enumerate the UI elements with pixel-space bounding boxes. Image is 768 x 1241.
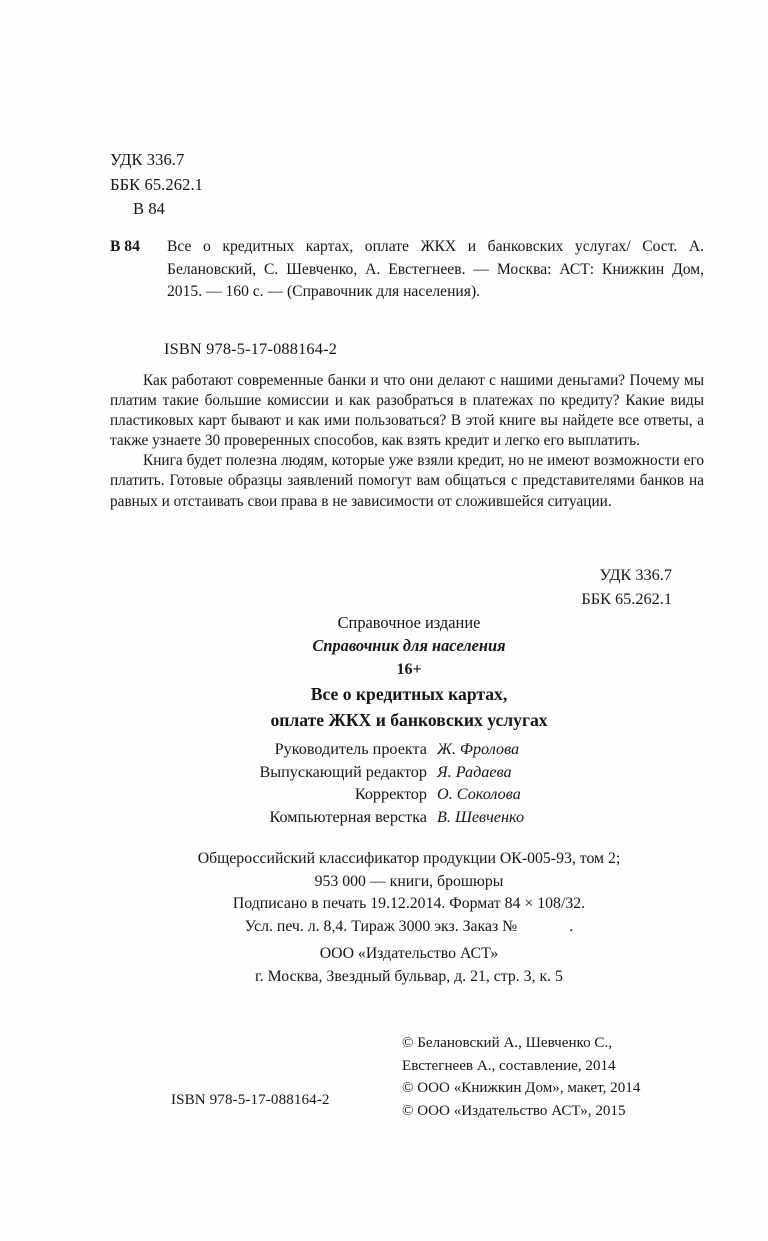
credit-row: [64, 738, 754, 761]
bbk-code: ББК 65.262.1: [110, 174, 204, 194]
isbn-bottom: ISBN 978-5-17-088164-2: [171, 1092, 330, 1108]
print-run-terminator: .: [569, 917, 574, 935]
publisher-block: [64, 943, 754, 988]
author-sign-code: В 84: [133, 199, 166, 218]
publisher-address: г. Москва, Звездный бульвар, д. 21, стр. 3, к. 5: [255, 967, 563, 985]
biblio-sigla: В 84: [110, 238, 140, 255]
credit-row: [64, 783, 754, 806]
product-classifier-line-2: 953 000 — книги, брошюры: [314, 872, 504, 890]
product-classifier-line-1: Общероссийский классификатор продукции ОК-005-93, том 2;: [197, 850, 621, 867]
print-run-line: [64, 916, 754, 939]
book-title-line-2: оплате ЖКХ и банковских услугах: [270, 709, 548, 730]
book-title-line-1: Все о кредитных картах,: [310, 684, 508, 704]
production-data-block: [64, 848, 754, 938]
press-signing-line: Подписано в печать 19.12.2014. Формат 84 × 108/32.: [232, 895, 586, 913]
annotation-paragraph: Книга будет полезна людям, которые уже взяли кредит, но не имеют возможности его платить. Готовые образцы заявлений помогут вам общаться с представителями банков на равных и отстаивать свои права в не зависимости от сложившейся ситуации.: [110, 452, 704, 510]
copyright-line: © ООО «Книжкин Дом», макет, 2014: [402, 1080, 641, 1096]
bibliographic-description: [110, 236, 704, 304]
credit-person: В. Шевченко: [437, 808, 525, 827]
credit-row: [64, 761, 754, 784]
udk-code-repeat: УДК 336.7: [599, 565, 672, 584]
print-run-text: Усл. печ. л. 8,4. Тираж 3000 экз. Заказ №: [244, 917, 518, 935]
edition-kind: Справочное издание: [337, 613, 481, 632]
age-rating: 16+: [396, 661, 422, 678]
classification-block: [110, 148, 203, 222]
credit-role: Руководитель проекта: [274, 740, 427, 758]
imprint-block: [64, 612, 754, 733]
series-name: Справочник для населения: [312, 636, 506, 655]
copyright-line: Евстегнеев А., составление, 2014: [402, 1057, 616, 1074]
credit-role: Выпускающий редактор: [259, 762, 427, 781]
credit-person: Я. Радаева: [437, 762, 512, 781]
credit-role: Корректор: [354, 785, 427, 804]
credit-row: [64, 806, 754, 829]
udk-code: УДК 336.7: [110, 150, 185, 169]
isbn-top: ISBN 978-5-17-088164-2: [164, 339, 338, 358]
credits-block: [64, 738, 754, 829]
biblio-text: Все о кредитных картах, оплате ЖКХ и банковских услугах/ Сост. А. Белановский, С. Шевченко, А. Евстегнеев. — Москва: АСТ: Книжкин Дом, 2015. — 160 с. — (Справочник для населения).: [167, 238, 704, 301]
credit-person: О. Соколова: [437, 785, 521, 804]
credit-person: Ж. Фролова: [437, 740, 520, 758]
credit-role: Компьютерная верстка: [269, 808, 427, 827]
bbk-code-repeat: ББК 65.262.1: [581, 588, 672, 608]
classification-repeat-block: [440, 563, 672, 610]
copyright-block: [402, 1032, 702, 1122]
publisher-name: ООО «Издательство АСТ»: [319, 945, 499, 962]
copyright-line: © Белановский А., Шевченко С.,: [402, 1035, 613, 1051]
annotation-block: [110, 371, 704, 512]
copyright-line: © ООО «Издательство АСТ», 2015: [402, 1102, 626, 1119]
annotation-paragraph: Как работают современные банки и что они делают с нашими деньгами? Почему мы платим такие большие комиссии и как разобраться в платежах по кредиту? Какие виды пластиковых карт бывают и как ими пользоваться? В этой книге вы найдете все ответы, а также узнаете 30 проверенных способов, как взять кредит и легко его выплатить.: [110, 372, 704, 450]
